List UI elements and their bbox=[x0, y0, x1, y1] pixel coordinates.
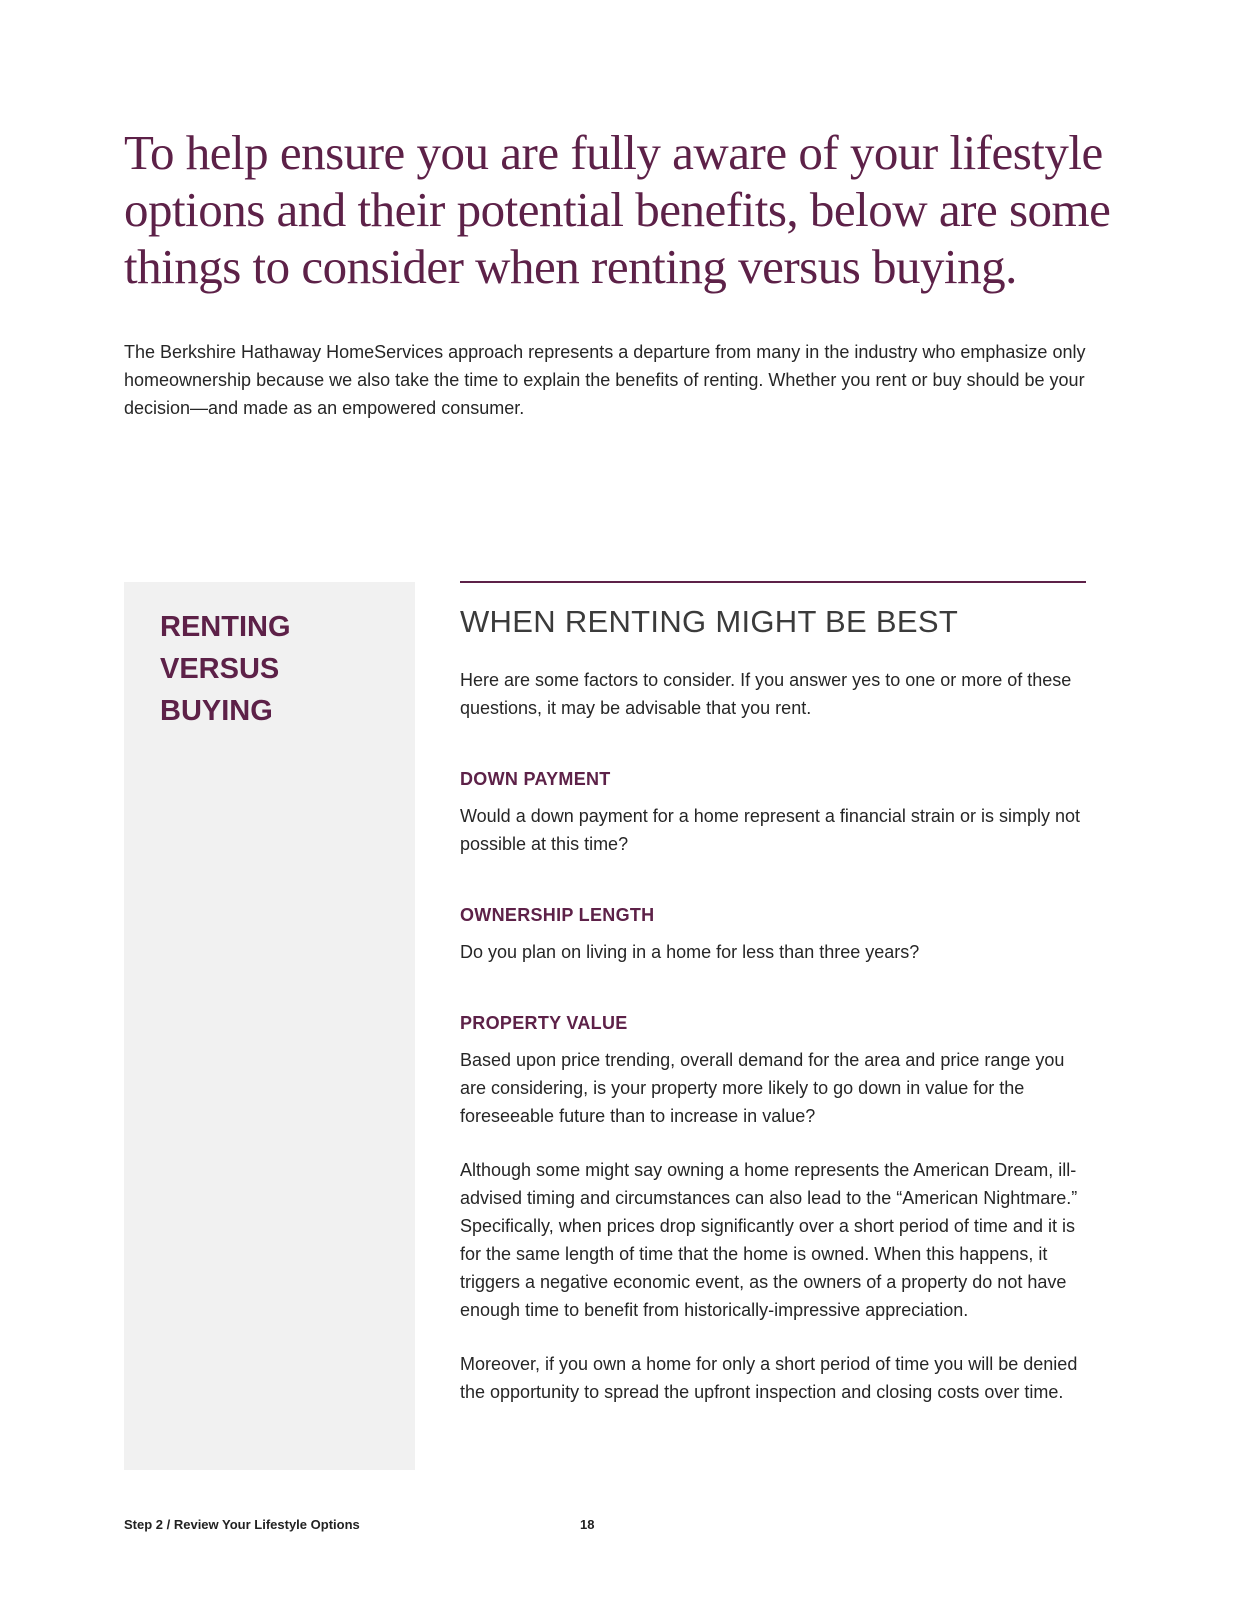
section-divider bbox=[460, 581, 1086, 583]
factor-ownership-length bbox=[460, 902, 1090, 966]
footer-section-label: Step 2 / Review Your Lifestyle Options bbox=[124, 1517, 360, 1532]
factor-down-payment bbox=[460, 766, 1090, 858]
intro-paragraph: The Berkshire Hathaway HomeServices approach represents a departure from many in the industry who emphasize only homeownership because we also take the time to explain the benefits of renting. Whether you rent or buy should be your decision—and made as an empowered consumer. bbox=[124, 342, 1086, 418]
sidebar-title: RENTING VERSUS BUYING bbox=[160, 611, 291, 727]
page-number: 18 bbox=[580, 1517, 595, 1532]
body-paragraph: Moreover, if you own a home for only a short period of time you will be denied the opportunity to spread the upfront inspection and closing costs over time. bbox=[460, 1354, 1078, 1402]
body-paragraph: Although some might say owning a home represents the American Dream, ill-advised timing and circumstances can also lead to the “American Nightmare.” Specifically, when prices drop significantly over a short period of time and it is for the same length of time that the home is owned. When this happens, it triggers a negative economic event, as the owners of a property do not have enough time to benefit from historically-impressive appreciation. bbox=[460, 1160, 1078, 1320]
sidebar-panel bbox=[124, 582, 415, 1470]
factor-heading: OWNERSHIP LENGTH bbox=[460, 905, 655, 925]
factor-text: Based upon price trending, overall demand for the area and price range you are considering, is your property more likely to go down in value for the foreseeable future than to increase in value? bbox=[460, 1050, 1065, 1126]
section-title: WHEN RENTING MIGHT BE BEST bbox=[460, 604, 959, 639]
factor-property-value bbox=[460, 1010, 1090, 1130]
factor-heading: DOWN PAYMENT bbox=[460, 769, 611, 789]
intro-heading: To help ensure you are fully aware of your lifestyle options and their potential benefits, below are some things to consider when renting versus buying. bbox=[124, 125, 1111, 294]
main-content bbox=[460, 600, 1090, 1406]
factor-heading: PROPERTY VALUE bbox=[460, 1013, 628, 1033]
factor-text: Would a down payment for a home represent a financial strain or is simply not possible at this time? bbox=[460, 806, 1080, 854]
lead-paragraph: Here are some factors to consider. If you answer yes to one or more of these questions, it may be advisable that you rent. bbox=[460, 670, 1072, 718]
factor-text: Do you plan on living in a home for less than three years? bbox=[460, 942, 920, 962]
